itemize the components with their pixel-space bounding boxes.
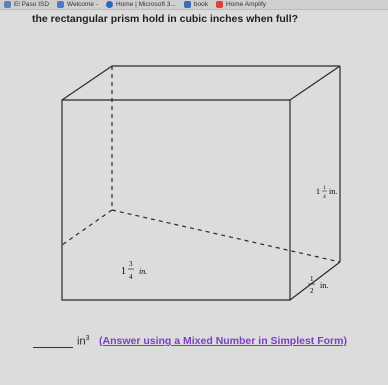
bookmark-label: Home | Microsoft 3... (116, 1, 176, 8)
prism-edge-top-right (290, 66, 340, 100)
depth-unit: in. (320, 281, 329, 290)
bookmark-label: book (193, 1, 208, 8)
answer-unit (77, 335, 89, 348)
prism-edge-bottom-right (290, 262, 340, 300)
answer-input[interactable] (33, 347, 73, 348)
height-unit: in. (329, 187, 338, 196)
length-denominator: 4 (129, 273, 133, 281)
unit-exponent: 3 (85, 335, 90, 342)
length-unit: in. (139, 267, 148, 276)
prism-front-face (62, 100, 290, 300)
length-label (121, 260, 147, 281)
height-numerator: 1 (323, 185, 326, 191)
height-label (316, 185, 337, 200)
prism-edge-top-left (62, 66, 112, 100)
bookmark-label: Welcome - (67, 1, 98, 8)
height-whole: 1 (316, 187, 320, 196)
length-whole: 1 (121, 266, 126, 277)
depth-numerator: 1 (310, 275, 314, 283)
question-text: the rectangular prism hold in cubic inches when full? (32, 13, 299, 25)
bookmark-label: El Paso ISD (14, 1, 50, 8)
depth-denominator: 2 (310, 287, 314, 295)
answer-hint: (Answer using a Mixed Number in Simplest Form) (99, 335, 347, 347)
height-denominator: 4 (323, 194, 326, 200)
unit-base: in (77, 335, 86, 348)
prism-hidden-edge-bottom-back (112, 210, 340, 262)
prism-hidden-edge-bottom-left (62, 210, 112, 245)
bookmark-label: Home Amplify (225, 1, 267, 8)
length-numerator: 3 (129, 260, 133, 268)
